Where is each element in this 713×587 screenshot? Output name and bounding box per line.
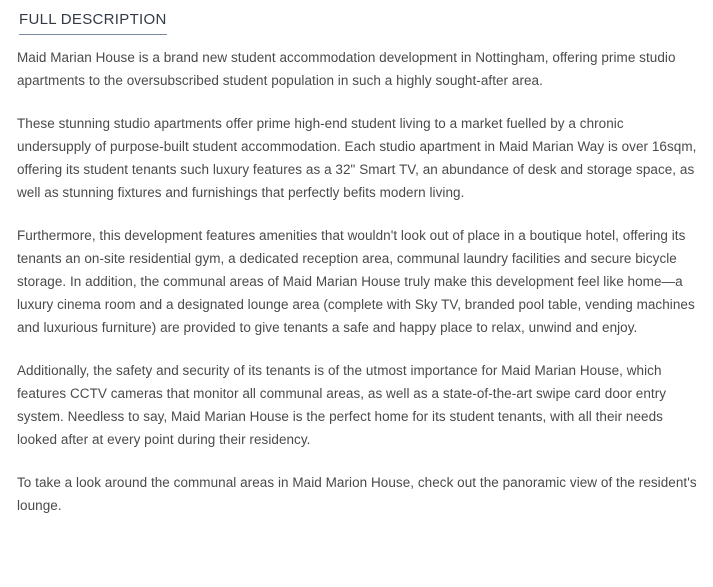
description-paragraph-1: Maid Marian House is a brand new student accommodation development in Nottingham, offering prime studio apartments to the oversubscribed student population in such a highly sought-after area. <box>17 50 676 88</box>
description-paragraph-2: These stunning studio apartments offer prime high-end student living to a market fuelled by a chronic undersupply of purpose-built student accommodation. Each studio apartment in Maid Marian Way is over 16sqm, offering its student tenants such luxury features as a 32" Smart TV, an abundance of desk and storage space, as well as stunning fixtures and furnishings that perfectly befits modern living. <box>17 116 697 200</box>
description-paragraph-4: Additionally, the safety and security of its tenants is of the utmost importance for Maid Marian House, which features CCTV cameras that monitor all communal areas, as well as a state-of-the-art swipe card door entry system. Needless to say, Maid Marian House is the perfect home for its student tenants, with all their needs looked after at every point during their residency. <box>17 363 667 447</box>
description-paragraph-3: Furthermore, this development features amenities that wouldn't look out of place in a boutique hotel, offering its tenants an on-site residential gym, a dedicated reception area, communal laundry facilities and secure bicycle storage. In addition, the communal areas of Maid Marian House truly make this development feel like home—a luxury cinema room and a designated lounge area (complete with Sky TV, branded pool table, vending machines and luxurious furniture) are provided to give tenants a safe and happy place to relax, unwind and enjoy. <box>17 228 695 335</box>
description-paragraph-5: To take a look around the communal areas in Maid Marion House, check out the panoramic view of the resident's lounge. <box>17 475 697 513</box>
description-body <box>17 46 699 517</box>
section-heading: FULL DESCRIPTION <box>19 10 167 35</box>
